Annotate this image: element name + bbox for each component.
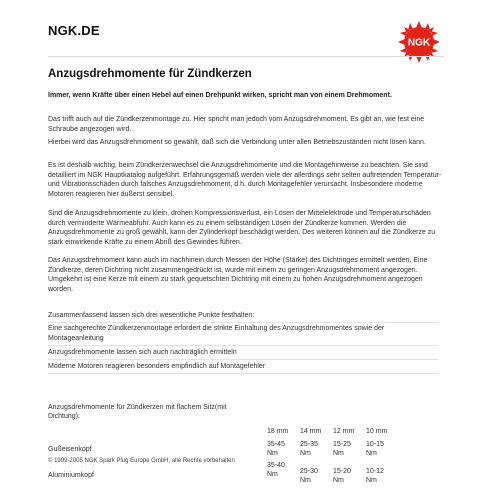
table-cell: 15-20 Nm bbox=[333, 468, 351, 484]
page-header bbox=[0, 0, 477, 62]
column-header: 14 mm bbox=[300, 428, 322, 435]
column-header: 18 mm bbox=[267, 428, 289, 435]
column-header: 12 mm bbox=[333, 428, 355, 435]
table-cell: 10-12 Nm bbox=[366, 468, 384, 484]
row-label: Gußeisenkopf bbox=[48, 446, 92, 453]
lead-paragraph: Immer, wenn Kräfte über einen Hebel auf einen Drehpunkt wirken, spricht man von einem Drehmoment. bbox=[48, 92, 392, 99]
column-header: 10 mm bbox=[366, 428, 388, 435]
summary-divider bbox=[48, 322, 438, 323]
paragraph-5: Das Anzugsdrehmoment kann auch im nachhinein durch Messen der Höhe (Stärke) des Dichtringes ermittelt werden. Eine Zündkerze, deren Dichtring nicht zusammengedrückt ist, wurde mit einem zu geringen Anzugsdrehmoment angezogen. Umgekehrt ist eine Kerze mit einem zu stark gequetschten Dichtring mit einem zu hohen Anzugsdrehmoment angezogen worden. bbox=[48, 257, 428, 293]
site-title[interactable]: NGK.DE bbox=[48, 23, 100, 38]
summary-point-1: Eine sachgerechte Zündkerzenmontage erfordert die strikte Einhaltung des Anzugsdrehmomentes sowie der Montageanleitung bbox=[48, 325, 385, 342]
paragraph-3: Es ist deshalb wichtig, beim Zündkerzenwechsel die Anzugsdrehmomente und die Montagehinweise zu beachten. Sie sind detailliert im NGK Hauptkatalog aufgeführt. Erfahrungsgemäß werden viele der allerdings sehr selten auftretenden Temperatur- und Vibrationsschäden durch falsches Anzugsdrehmoment, d.h. durch Montagefehler verursacht. Insbesondere moderne Motoren reagieren hier äußerst sensibel. bbox=[48, 162, 442, 198]
summary-divider bbox=[48, 345, 438, 346]
row-label: Aluminiumkopf bbox=[48, 472, 94, 479]
table-cell: 25-35 Nm bbox=[300, 441, 318, 457]
page-title: Anzugsdrehmomente für Zündkerzen bbox=[48, 68, 252, 80]
table-cell: 35-45 Nm bbox=[267, 441, 285, 457]
torque-table-caption: Anzugsdrehmomente für Zündkerzen mit flachem Sitz(mit Dichtung): bbox=[48, 404, 227, 420]
table-cell: 15-25 Nm bbox=[333, 441, 351, 457]
ngk-logo[interactable] bbox=[397, 20, 441, 64]
logo-text: NGK bbox=[407, 37, 431, 49]
paragraph-2: Hierbei wird das Anzugsdrehmoment so gewählt, daß sich die Verbindung unter allen Betriebszuständen nicht lösen kann. bbox=[48, 139, 426, 146]
table-cell: 10-15 Nm bbox=[366, 441, 384, 457]
summary-point-2: Anzugsdrehmomente lassen sich auch nachträglich ermitteln bbox=[48, 349, 237, 356]
paragraph-1: Das trifft auch auf die Zündkerzenmontage zu. Hier spricht man jedoch vom Anzugsdrehmoment. Es gibt an, wie fest eine Schraube angezogen wird. bbox=[48, 116, 425, 133]
summary-heading: Zusammenfassend lassen sich drei wesentliche Punkte festhalten: bbox=[48, 312, 255, 319]
summary-point-3: Moderne Motoren reagieren besonders empfindlich auf Montagefehler bbox=[48, 363, 266, 370]
paragraph-4: Sind die Anzugsdrehmomente zu klein, drohen Kompressionsverlust, ein Lösen der Mittelelektrode und Temperaturschäden durch verminderte Wärmeabfuhr. Auch kann es zu einem selbständigen Lösen der Zündkerze kommen. Werden die Anzugsdrehmomente zu groß gewählt, kann der Zylinderkopf beschädigt werden. Des weiteren können auf die Zündkerze zu stark einwirkende Kräfte zu einem Abriß des Gewindes führen. bbox=[48, 210, 436, 246]
summary-divider bbox=[48, 359, 438, 360]
header-divider bbox=[48, 56, 444, 57]
table-cell: 35-40 Nm bbox=[267, 462, 285, 478]
summary-divider bbox=[48, 373, 438, 374]
copyright-footer: © 1999-2005 NGK Spark Plug Europe GmbH, alle Rechte vorbehalten bbox=[48, 458, 235, 464]
table-cell: 25-30 Nm bbox=[300, 468, 318, 484]
